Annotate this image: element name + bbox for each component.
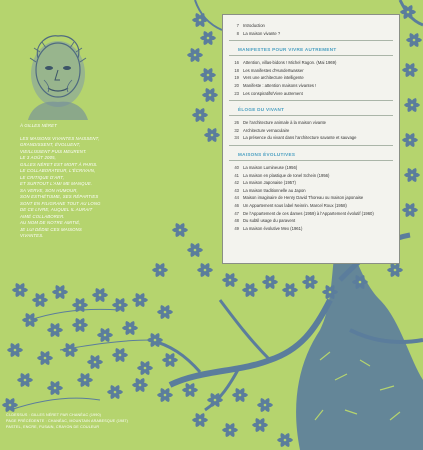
toc-entry[interactable]: [229, 134, 393, 142]
toc-entry[interactable]: [229, 164, 393, 172]
toc-entry-title: La maison en plastique de Ionel Schein (1956): [243, 172, 330, 178]
dedication-line: JE LUI DÉDIE CES MAISONS: [20, 226, 82, 232]
toc-page-number: 16: [234, 60, 239, 66]
toc-entry-title: Les manifestes d'Hundertwasser: [243, 67, 304, 73]
toc-entry-title: La maison traditionnelle au Japon: [243, 187, 306, 193]
toc-entry-title: Vers une architecture intelligente: [243, 75, 304, 81]
toc-entry-title: La maison vivante ?: [243, 30, 281, 36]
toc-section-heading: MAISONS ÉVOLUTIVES: [238, 151, 296, 157]
toc-page-number: 48: [234, 218, 239, 224]
dedication-line: SA VERVE, SON HUMOUR,: [20, 187, 78, 193]
dedication-line: DE CE LIVRE, AUQUEL IL AURAIT: [20, 207, 93, 212]
dedication-line: GRANDISSENT, ÉVOLUENT,: [20, 142, 81, 147]
dedication-line: VIEILLISSENT PUIS MEURENT.: [20, 148, 87, 154]
toc-entry[interactable]: [229, 74, 393, 82]
toc-entry[interactable]: [229, 225, 393, 233]
divider: [229, 100, 393, 101]
dedication-line: LE COLLABORATEUR, L'ÉCRIVAIN,: [20, 168, 96, 173]
toc-page-number: 23: [234, 90, 239, 96]
divider: [229, 145, 393, 146]
toc-entry-title: Introduction: [243, 23, 265, 28]
toc-entry-title: Attention, villas-bidons ! Michel Ragon. (Mai 1969): [243, 60, 337, 66]
dedication-line: GILLES NÉRET EST MORT À PARIS.: [20, 161, 98, 167]
toc-entry[interactable]: [229, 194, 393, 202]
toc-page-number: 40: [234, 164, 239, 170]
toc-entry[interactable]: [229, 202, 393, 210]
toc-entry-title: La maison évolutive Mex (1961): [243, 225, 303, 231]
toc-entry-title: Un Appartement sous label Neinrin. Marcel Roux (1958): [243, 202, 347, 208]
toc-page-number: 32: [234, 127, 239, 133]
toc-page-number: 26: [234, 120, 239, 126]
toc-page-number: 8: [236, 30, 239, 36]
caption-line: PASTEL, ENCRE, FUSAIN, CRAYON DE COULEUR: [6, 425, 100, 429]
toc-entry[interactable]: [229, 179, 393, 187]
caption-line: PAGE PRÉCÉDENTE : CHANÉAC, MOUNTAIN ARABESQUE (1987): [6, 419, 128, 423]
table-of-contents: [222, 14, 400, 264]
dedication-line: ET SURTOUT L'AMI ME MANQUE.: [20, 181, 93, 186]
toc-entry-title: La maison Lumineuse (1956): [243, 164, 298, 170]
toc-entry[interactable]: [229, 67, 393, 75]
dedication-text: [20, 123, 130, 240]
toc-page-number: 49: [234, 225, 239, 231]
toc-entry[interactable]: [229, 127, 393, 135]
toc-page-number: 19: [234, 75, 239, 81]
toc-entry[interactable]: [229, 22, 393, 30]
toc-page-number: 34: [234, 135, 239, 141]
toc-page-number: 46: [234, 202, 239, 208]
toc-page-number: 18: [234, 67, 239, 73]
toc-entry[interactable]: [229, 187, 393, 195]
toc-entry-title: Maison imaginaire de Henry David Thoreau ou maison japonaise: [243, 195, 364, 201]
dedication-line: SONT EN FILIGRANE TOUT AU LONG: [20, 200, 101, 206]
toc-entry[interactable]: [229, 30, 393, 38]
divider: [229, 55, 393, 56]
dedication-line: LE CRITIQUE D'ART,: [20, 174, 65, 180]
dedication-line: AU NOM DE NOTRE AMITIÉ,: [20, 220, 81, 225]
toc-page-number: 42: [234, 180, 239, 186]
toc-section-heading: MANIFESTES POUR VIVRE AUTREMENT: [238, 47, 337, 53]
toc-entry[interactable]: [229, 59, 393, 67]
toc-entry-title: Manifeste : attention maisons vivantes !: [243, 82, 317, 88]
toc-page-number: 7: [236, 23, 239, 28]
toc-entry[interactable]: [229, 82, 393, 90]
dedication-line: SON ESTHÉTISME, SES RÉPARTIES: [20, 194, 99, 199]
toc-entry-title: Les conspiratifs/Vivre autrement: [243, 90, 303, 96]
toc-entry[interactable]: [229, 119, 393, 127]
toc-page-number: 41: [234, 172, 239, 178]
toc-page-number: 20: [234, 82, 239, 88]
dedication-line: LES MAISONS VIVANTES NAISSENT,: [20, 135, 100, 141]
toc-entry-title: Du subtil usage du paravent: [243, 218, 296, 224]
divider: [229, 160, 393, 161]
toc-page-number: 43: [234, 187, 239, 193]
toc-entry-title: La présence du vivant dans l'architecture savante et sauvage: [243, 135, 357, 141]
toc-entry-title: La maison Japonaise (1957): [243, 180, 296, 186]
toc-entry-title: De l'architecture animale à la maison vivante: [243, 120, 326, 126]
toc-entry[interactable]: [229, 210, 393, 218]
toc-page-number: 44: [234, 195, 239, 201]
image-caption: [6, 412, 176, 430]
divider: [229, 40, 393, 41]
toc-entry[interactable]: [229, 172, 393, 180]
toc-entry[interactable]: [229, 90, 393, 98]
dedication-line: LE 3 AOÛT 2005,: [20, 155, 57, 160]
toc-section-heading: ÉLOGE DU VIVANT: [238, 107, 285, 113]
divider: [229, 115, 393, 116]
caption-line: CI-DESSUS : GILLES NÉRET PAR CHANÉAC (1990): [6, 413, 102, 417]
toc-page-number: 47: [234, 210, 239, 216]
dedication-line: VIVANTES.: [20, 233, 44, 238]
toc-entry[interactable]: [229, 217, 393, 225]
dedication-line: AIMÉ COLLABORER.: [20, 213, 65, 219]
toc-entry-title: De l'Appartement de ces dames (1959) à l'Appartement évolutif (1960): [243, 210, 374, 216]
portrait-illustration: [14, 22, 102, 120]
dedication-title: À GILLES NÉRET: [20, 123, 57, 128]
toc-entry-title: Architecture vernaculaire: [243, 127, 290, 133]
